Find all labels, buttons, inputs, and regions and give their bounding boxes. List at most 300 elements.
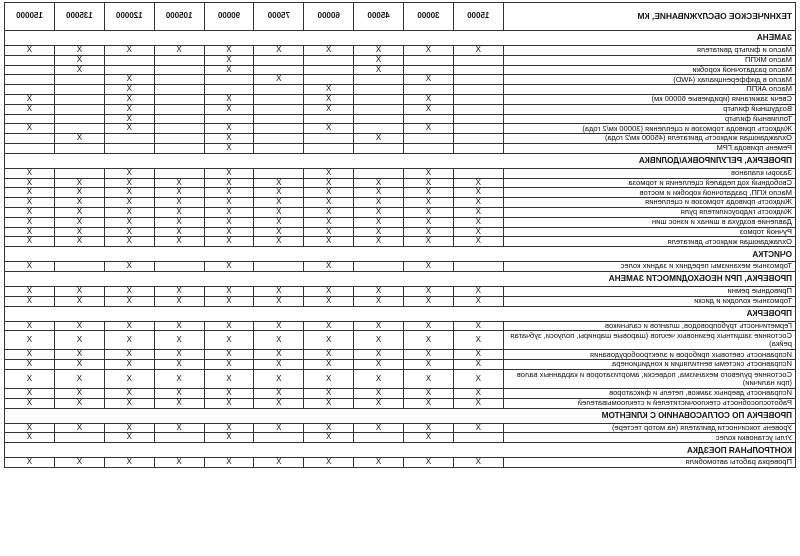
interval-mark-cell — [5, 114, 55, 124]
table-row — [5, 104, 796, 114]
interval-mark-cell: X — [254, 398, 304, 408]
interval-mark-cell: X — [54, 46, 104, 56]
interval-mark-cell: X — [154, 321, 204, 331]
section-title: КОНТРОЛЬНАЯ ПОЕЗДКА — [5, 443, 796, 458]
interval-mark-cell: X — [354, 369, 404, 388]
table-row — [5, 237, 796, 247]
interval-mark-cell — [453, 134, 503, 144]
interval-mark-cell — [354, 124, 404, 134]
interval-mark-cell: X — [5, 286, 55, 296]
interval-mark-cell: X — [204, 143, 254, 153]
interval-mark-cell: X — [354, 398, 404, 408]
operation-label: Жидкость привода тормозов и сцепления — [503, 198, 795, 208]
operation-label: Свечи зажигания (иридиевые 60000 км) — [503, 94, 795, 104]
table-row — [5, 227, 796, 237]
interval-mark-cell: X — [54, 207, 104, 217]
interval-mark-cell — [5, 85, 55, 95]
table-row — [5, 296, 796, 306]
interval-mark-cell — [204, 114, 254, 124]
interval-60000: 60000 — [304, 3, 354, 31]
interval-mark-cell: X — [403, 207, 453, 217]
interval-mark-cell: X — [204, 217, 254, 227]
interval-mark-cell: X — [354, 321, 404, 331]
section-title: ПРОВЕРКА, РЕГУЛИРОВКА/ДОЛИВКА — [5, 153, 796, 168]
operation-label: Исправность дверных замков, петель и фиксаторов — [503, 388, 795, 398]
operation-label: Жидкость гидроусилителя руля — [503, 207, 795, 217]
interval-mark-cell: X — [104, 388, 154, 398]
section-title: ЗАМЕНА — [5, 31, 796, 46]
interval-mark-cell: X — [154, 46, 204, 56]
interval-mark-cell: X — [5, 227, 55, 237]
table-row — [5, 331, 796, 350]
interval-mark-cell — [5, 75, 55, 85]
interval-mark-cell — [453, 65, 503, 75]
interval-mark-cell: X — [254, 178, 304, 188]
interval-mark-cell: X — [104, 207, 154, 217]
interval-mark-cell: X — [104, 94, 154, 104]
interval-mark-cell — [154, 262, 204, 272]
interval-mark-cell: X — [154, 331, 204, 350]
interval-mark-cell: X — [453, 207, 503, 217]
interval-mark-cell: X — [204, 94, 254, 104]
interval-mark-cell: X — [453, 331, 503, 350]
interval-mark-cell — [453, 94, 503, 104]
interval-mark-cell — [154, 168, 204, 178]
interval-mark-cell: X — [403, 124, 453, 134]
interval-mark-cell: X — [104, 423, 154, 433]
interval-mark-cell: X — [354, 360, 404, 370]
interval-mark-cell: X — [5, 104, 55, 114]
interval-mark-cell: X — [154, 207, 204, 217]
interval-mark-cell — [254, 94, 304, 104]
interval-mark-cell: X — [204, 124, 254, 134]
interval-mark-cell: X — [403, 46, 453, 56]
interval-mark-cell: X — [154, 227, 204, 237]
interval-mark-cell — [54, 114, 104, 124]
interval-mark-cell — [104, 55, 154, 65]
operation-label: Тормозные колодки и диски — [503, 296, 795, 306]
table-title: ТЕХНИЧЕСКОЕ ОБСЛУЖИВАНИЕ, КМ — [503, 3, 795, 31]
interval-mark-cell: X — [104, 262, 154, 272]
interval-mark-cell — [154, 114, 204, 124]
interval-mark-cell: X — [5, 198, 55, 208]
interval-mark-cell: X — [403, 104, 453, 114]
interval-mark-cell: X — [304, 207, 354, 217]
operation-label: Масло и фильтр двигателя — [503, 46, 795, 56]
interval-mark-cell: X — [254, 46, 304, 56]
interval-mark-cell — [254, 143, 304, 153]
interval-mark-cell: X — [154, 188, 204, 198]
interval-mark-cell: X — [5, 94, 55, 104]
interval-mark-cell — [453, 55, 503, 65]
interval-mark-cell: X — [304, 104, 354, 114]
interval-mark-cell — [154, 433, 204, 443]
interval-mark-cell — [5, 143, 55, 153]
interval-mark-cell: X — [254, 217, 304, 227]
interval-mark-cell — [104, 134, 154, 144]
interval-mark-cell: X — [403, 198, 453, 208]
operation-label: Масло раздаточной коробки — [503, 65, 795, 75]
interval-mark-cell: X — [453, 388, 503, 398]
table-row — [5, 458, 796, 468]
table-row — [5, 65, 796, 75]
interval-mark-cell: X — [204, 198, 254, 208]
interval-mark-cell: X — [453, 237, 503, 247]
interval-mark-cell: X — [5, 168, 55, 178]
interval-mark-cell: X — [5, 423, 55, 433]
interval-mark-cell: X — [254, 458, 304, 468]
interval-mark-cell: X — [254, 286, 304, 296]
interval-mark-cell: X — [254, 360, 304, 370]
interval-mark-cell: X — [204, 423, 254, 433]
interval-mark-cell — [453, 104, 503, 114]
interval-mark-cell: X — [5, 458, 55, 468]
table-row — [5, 398, 796, 408]
interval-mark-cell: X — [254, 296, 304, 306]
interval-mark-cell: X — [254, 207, 304, 217]
interval-mark-cell: X — [5, 124, 55, 134]
operation-label: Исправность системы вентиляции и кондиционера — [503, 360, 795, 370]
interval-mark-cell: X — [5, 388, 55, 398]
interval-mark-cell: X — [5, 178, 55, 188]
interval-mark-cell — [254, 55, 304, 65]
operation-label: Ручной тормоз — [503, 227, 795, 237]
operation-label: Тормозные механизмы передних и задних колес — [503, 262, 795, 272]
table-row — [5, 262, 796, 272]
header-row — [5, 3, 796, 31]
table-row — [5, 188, 796, 198]
interval-mark-cell — [304, 114, 354, 124]
interval-mark-cell: X — [5, 321, 55, 331]
interval-mark-cell: X — [304, 296, 354, 306]
interval-mark-cell: X — [403, 217, 453, 227]
table-row — [5, 168, 796, 178]
interval-mark-cell: X — [254, 350, 304, 360]
interval-mark-cell: X — [453, 296, 503, 306]
interval-mark-cell: X — [54, 55, 104, 65]
interval-mark-cell: X — [453, 46, 503, 56]
interval-mark-cell: X — [403, 350, 453, 360]
table-row — [5, 143, 796, 153]
operation-label: Углы установки колес — [503, 433, 795, 443]
interval-mark-cell: X — [5, 217, 55, 227]
interval-mark-cell — [453, 143, 503, 153]
interval-mark-cell — [453, 124, 503, 134]
interval-mark-cell: X — [254, 321, 304, 331]
interval-mark-cell: X — [54, 286, 104, 296]
interval-mark-cell — [354, 168, 404, 178]
interval-mark-cell: X — [304, 237, 354, 247]
operation-label: Свободный ход педалей сцепления и тормоза — [503, 178, 795, 188]
interval-mark-cell: X — [154, 398, 204, 408]
interval-mark-cell — [453, 85, 503, 95]
interval-mark-cell: X — [354, 188, 404, 198]
table-row — [5, 198, 796, 208]
interval-mark-cell: X — [403, 388, 453, 398]
interval-mark-cell: X — [104, 168, 154, 178]
table-row — [5, 423, 796, 433]
interval-mark-cell — [254, 104, 304, 114]
interval-mark-cell — [403, 85, 453, 95]
interval-mark-cell — [453, 262, 503, 272]
interval-mark-cell: X — [304, 423, 354, 433]
table-row — [5, 94, 796, 104]
section-row — [5, 271, 796, 286]
table-row — [5, 178, 796, 188]
section-title: ПРОВЕРКА — [5, 306, 796, 321]
interval-mark-cell: X — [54, 423, 104, 433]
interval-mark-cell: X — [403, 458, 453, 468]
interval-mark-cell: X — [354, 227, 404, 237]
interval-mark-cell — [304, 55, 354, 65]
interval-mark-cell: X — [104, 237, 154, 247]
operation-label: Охлаждающая жидкость двигателя (45000 км/2 года) — [503, 134, 795, 144]
interval-mark-cell — [54, 168, 104, 178]
interval-mark-cell: X — [154, 369, 204, 388]
interval-mark-cell: X — [54, 134, 104, 144]
interval-mark-cell: X — [403, 286, 453, 296]
interval-mark-cell: X — [5, 369, 55, 388]
interval-mark-cell: X — [154, 198, 204, 208]
interval-mark-cell: X — [453, 321, 503, 331]
interval-mark-cell: X — [453, 198, 503, 208]
interval-mark-cell: X — [304, 369, 354, 388]
interval-mark-cell: X — [354, 198, 404, 208]
table-row — [5, 350, 796, 360]
maintenance-schedule-sheet — [4, 2, 796, 553]
interval-mark-cell: X — [104, 296, 154, 306]
operation-label: Герметичность трубопроводов, шлангов и сальников — [503, 321, 795, 331]
interval-mark-cell: X — [204, 55, 254, 65]
interval-mark-cell: X — [5, 188, 55, 198]
section-title: ПРОВЕРКА, ПРИ НЕОБХОДИМОСТИ ЗАМЕНА — [5, 271, 796, 286]
table-row — [5, 124, 796, 134]
interval-mark-cell: X — [453, 188, 503, 198]
operation-label: Работоспособность стеклоочистителей и стеклоомывателей — [503, 398, 795, 408]
section-row — [5, 31, 796, 46]
interval-mark-cell: X — [304, 198, 354, 208]
operation-label: Масло в дифференциалах (4WD) — [503, 75, 795, 85]
interval-mark-cell: X — [204, 321, 254, 331]
section-row — [5, 443, 796, 458]
operation-label: Воздушный фильтр — [503, 104, 795, 114]
interval-mark-cell: X — [54, 360, 104, 370]
interval-mark-cell: X — [403, 360, 453, 370]
interval-mark-cell: X — [354, 178, 404, 188]
interval-mark-cell: X — [254, 75, 304, 85]
interval-mark-cell: X — [403, 75, 453, 85]
interval-mark-cell: X — [453, 178, 503, 188]
operation-label: Ремень привода ГРМ — [503, 143, 795, 153]
interval-mark-cell: X — [154, 237, 204, 247]
interval-mark-cell: X — [204, 286, 254, 296]
table-row — [5, 114, 796, 124]
interval-mark-cell: X — [204, 188, 254, 198]
interval-mark-cell: X — [204, 178, 254, 188]
interval-mark-cell: X — [354, 65, 404, 75]
interval-mark-cell — [104, 65, 154, 75]
interval-mark-cell: X — [54, 458, 104, 468]
interval-mark-cell: X — [403, 321, 453, 331]
interval-mark-cell — [154, 134, 204, 144]
table-row — [5, 75, 796, 85]
interval-mark-cell — [254, 85, 304, 95]
interval-mark-cell — [204, 85, 254, 95]
table-row — [5, 55, 796, 65]
interval-mark-cell: X — [154, 296, 204, 306]
operation-label: Масло МКПП — [503, 55, 795, 65]
interval-mark-cell — [54, 143, 104, 153]
interval-mark-cell: X — [254, 188, 304, 198]
section-row — [5, 153, 796, 168]
interval-mark-cell: X — [5, 296, 55, 306]
interval-mark-cell: X — [154, 423, 204, 433]
interval-mark-cell: X — [204, 134, 254, 144]
interval-mark-cell: X — [304, 350, 354, 360]
interval-mark-cell: X — [204, 433, 254, 443]
interval-mark-cell: X — [104, 360, 154, 370]
interval-mark-cell — [403, 143, 453, 153]
interval-mark-cell: X — [154, 217, 204, 227]
operation-label: Уровень токсичности двигателя (на мотор тестере) — [503, 423, 795, 433]
interval-mark-cell: X — [5, 360, 55, 370]
interval-mark-cell: X — [304, 217, 354, 227]
operation-label: Масло АКПП — [503, 85, 795, 95]
interval-mark-cell: X — [54, 369, 104, 388]
interval-30000: 30000 — [403, 3, 453, 31]
interval-mark-cell — [254, 65, 304, 75]
interval-mark-cell — [403, 114, 453, 124]
interval-mark-cell: X — [304, 46, 354, 56]
interval-mark-cell: X — [5, 433, 55, 443]
interval-mark-cell — [304, 75, 354, 85]
interval-mark-cell — [154, 55, 204, 65]
interval-mark-cell — [354, 262, 404, 272]
interval-mark-cell: X — [453, 423, 503, 433]
interval-mark-cell: X — [204, 296, 254, 306]
interval-mark-cell: X — [104, 104, 154, 114]
interval-mark-cell: X — [5, 350, 55, 360]
interval-mark-cell — [5, 134, 55, 144]
interval-mark-cell: X — [204, 398, 254, 408]
table-row — [5, 207, 796, 217]
interval-mark-cell: X — [204, 237, 254, 247]
section-title: ОЧИСТКА — [5, 247, 796, 262]
interval-mark-cell: X — [54, 321, 104, 331]
interval-mark-cell: X — [154, 388, 204, 398]
operation-label: Зазоры клапанов — [503, 168, 795, 178]
interval-mark-cell: X — [5, 237, 55, 247]
interval-mark-cell — [54, 75, 104, 85]
interval-mark-cell: X — [403, 262, 453, 272]
interval-mark-cell: X — [5, 331, 55, 350]
interval-mark-cell: X — [5, 46, 55, 56]
operation-label: Охлаждающая жидкость двигателя — [503, 237, 795, 247]
interval-mark-cell — [453, 75, 503, 85]
interval-mark-cell: X — [304, 398, 354, 408]
section-title: ПРОВЕРКА ПО СОГЛАСОВАНИЮ С КЛИЕНТОМ — [5, 408, 796, 423]
interval-mark-cell: X — [354, 286, 404, 296]
interval-mark-cell: X — [403, 423, 453, 433]
interval-mark-cell: X — [204, 360, 254, 370]
interval-mark-cell — [54, 433, 104, 443]
interval-mark-cell: X — [254, 423, 304, 433]
interval-mark-cell: X — [5, 262, 55, 272]
interval-mark-cell: X — [254, 227, 304, 237]
interval-mark-cell — [104, 143, 154, 153]
interval-mark-cell — [304, 134, 354, 144]
interval-mark-cell: X — [54, 296, 104, 306]
interval-mark-cell — [453, 114, 503, 124]
interval-mark-cell: X — [254, 369, 304, 388]
interval-mark-cell: X — [304, 433, 354, 443]
interval-mark-cell — [54, 104, 104, 114]
interval-mark-cell: X — [204, 168, 254, 178]
table-row — [5, 85, 796, 95]
interval-mark-cell: X — [204, 458, 254, 468]
interval-mark-cell — [154, 124, 204, 134]
interval-mark-cell — [354, 104, 404, 114]
interval-mark-cell: X — [304, 178, 354, 188]
interval-mark-cell: X — [354, 296, 404, 306]
interval-mark-cell: X — [304, 331, 354, 350]
interval-mark-cell: X — [104, 178, 154, 188]
interval-mark-cell: X — [354, 388, 404, 398]
interval-mark-cell — [354, 94, 404, 104]
interval-mark-cell — [254, 134, 304, 144]
interval-mark-cell: X — [54, 217, 104, 227]
interval-mark-cell: X — [403, 398, 453, 408]
interval-150000: 150000 — [5, 3, 55, 31]
table-row — [5, 388, 796, 398]
interval-mark-cell — [453, 433, 503, 443]
interval-mark-cell — [54, 124, 104, 134]
interval-mark-cell — [403, 55, 453, 65]
interval-mark-cell: X — [403, 331, 453, 350]
table-row — [5, 360, 796, 370]
interval-mark-cell: X — [453, 360, 503, 370]
interval-mark-cell: X — [54, 398, 104, 408]
interval-mark-cell: X — [403, 296, 453, 306]
interval-mark-cell: X — [204, 104, 254, 114]
interval-mark-cell: X — [304, 458, 354, 468]
interval-mark-cell: X — [54, 65, 104, 75]
interval-mark-cell — [453, 168, 503, 178]
interval-mark-cell: X — [354, 46, 404, 56]
operation-label: Состояние рулевого механизма, подвески, амортизаторов и карданных валов (при наличии) — [503, 369, 795, 388]
interval-mark-cell — [5, 55, 55, 65]
interval-mark-cell: X — [54, 388, 104, 398]
interval-mark-cell: X — [304, 286, 354, 296]
interval-mark-cell — [304, 65, 354, 75]
interval-mark-cell: X — [403, 369, 453, 388]
interval-mark-cell: X — [354, 458, 404, 468]
interval-mark-cell: X — [154, 360, 204, 370]
interval-120000: 120000 — [104, 3, 154, 31]
interval-mark-cell — [154, 104, 204, 114]
interval-mark-cell: X — [354, 55, 404, 65]
interval-mark-cell: X — [104, 369, 154, 388]
interval-mark-cell: X — [5, 207, 55, 217]
interval-mark-cell — [154, 65, 204, 75]
interval-mark-cell — [254, 168, 304, 178]
interval-mark-cell: X — [403, 433, 453, 443]
interval-mark-cell: X — [304, 360, 354, 370]
interval-mark-cell: X — [104, 227, 154, 237]
interval-mark-cell: X — [403, 188, 453, 198]
interval-mark-cell: X — [403, 178, 453, 188]
interval-mark-cell: X — [104, 46, 154, 56]
